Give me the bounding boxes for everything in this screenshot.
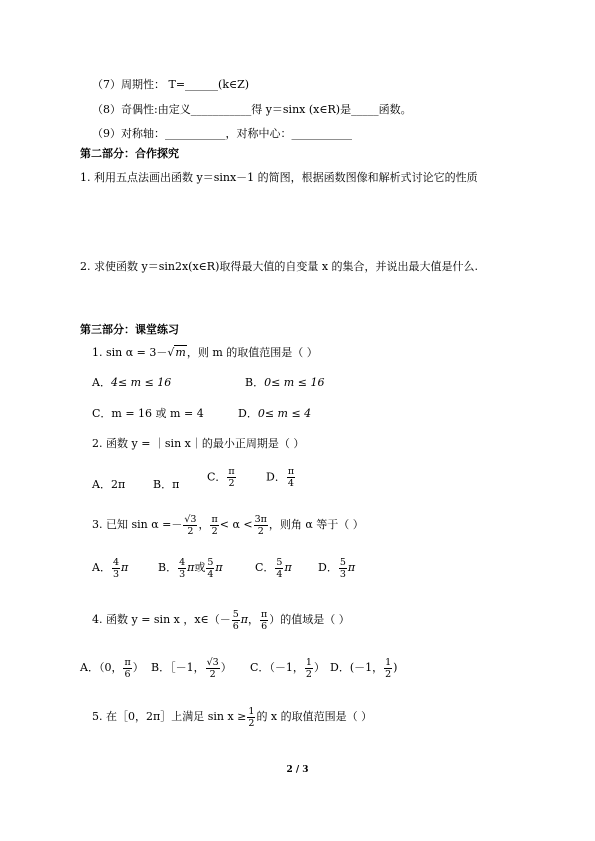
q2-option-a[interactable]: A．2π: [92, 478, 126, 491]
part2-question-2: 2. 求使函数 y＝sin2x(x∈R)取得最大值的自变量 x 的集合，并说出最大值是什么.: [80, 260, 479, 273]
q3-stem: 3. 已知 sin α =－ $\frac{√3}{2}$ ， $\frac{\pi}{2}$ < α < $\frac{3\pi}{2}$ ，则角 α 等于（ ）: [92, 513, 364, 537]
item-8-parity: （8）奇偶性:由定义___________得 y＝sinx (x∈R)是_____函数。: [92, 103, 412, 116]
fraction: $\frac{\pi}{2}$: [228, 466, 235, 489]
q4-option-a[interactable]: A．（0， $\frac{\pi}{6}$ ）: [80, 656, 144, 680]
fraction-pi-over-2: $\frac{\pi}{2}$: [211, 513, 218, 537]
fraction-sqrt3-over-2: $\frac{√3}{2}$: [184, 513, 197, 537]
q3-option-b[interactable]: B． $\frac{4}{3}$ π或 $\frac{5}{4}$ π: [158, 556, 223, 580]
item-9-symmetry: （9）对称轴：___________，对称中心：___________: [92, 127, 352, 140]
q1-option-d[interactable]: D．0≤ m ≤ 4: [238, 407, 312, 420]
q5-stem: 5. 在［0，2π］上满足 sin x ≥ $\frac{1}{2}$ 的 x 的取值范围是（ ）: [92, 705, 373, 729]
q3-option-d[interactable]: D． $\frac{5}{3}$ π: [318, 556, 356, 580]
q3-option-c[interactable]: C． $\frac{5}{4}$ π: [255, 556, 292, 580]
fraction-3pi-over-2: $\frac{3\pi}{2}$: [254, 513, 267, 537]
part2-heading: 第二部分：合作探究: [80, 147, 179, 160]
q1-stem: [92, 346, 318, 360]
q1-option-b[interactable]: B．0≤ m ≤ 16: [245, 376, 325, 389]
q1-radicand: m: [175, 346, 186, 359]
fraction-one-half: $\frac{1}{2}$: [248, 705, 255, 729]
page-number: 2 / 3: [286, 765, 309, 775]
q4-stem: 4. 函数 y = sin x ，x∈（－ $\frac{5}{6}$ π， $\frac{\pi}{6}$ ）的值域是（ ）: [92, 608, 350, 632]
q1-option-c[interactable]: C．m = 16 或 m = 4: [92, 407, 204, 420]
q3-option-a[interactable]: A． $\frac{4}{3}$ π: [92, 556, 129, 580]
q1-option-a[interactable]: A．4≤ m ≤ 16: [92, 376, 172, 389]
part3-heading: 第三部分：课堂练习: [80, 323, 179, 336]
q4-option-c[interactable]: C．（－1， $\frac{1}{2}$ ）: [250, 656, 325, 680]
part2-question-1: 1. 利用五点法画出函数 y＝sinx－1 的简图，根据函数图像和解析式讨论它的性质: [80, 171, 478, 184]
q1-stem-post: ，则 m 的取值范围是（ ）: [186, 346, 318, 359]
q4-option-d[interactable]: D．(－1， $\frac{1}{2}$ ): [330, 656, 398, 680]
fraction: $\frac{\pi}{4}$: [287, 466, 295, 489]
q2-option-b[interactable]: B．π: [153, 478, 180, 491]
q2-stem: 2. 函数 y = ｜sin x｜的最小正周期是（ ）: [92, 437, 305, 450]
q1-stem-pre: 1. sin α = 3－: [92, 346, 168, 359]
q4-option-b[interactable]: B．［－1， $\frac{√3}{2}$ ）: [151, 656, 232, 680]
item-7-periodicity: （7）周期性： T=______(k∈Z): [92, 78, 250, 91]
sqrt-sign: √: [167, 346, 175, 359]
q2-option-d[interactable]: D． $\frac{\pi}{4}$: [266, 466, 295, 489]
q2-option-c[interactable]: C． $\frac{\pi}{2}$: [207, 466, 235, 489]
